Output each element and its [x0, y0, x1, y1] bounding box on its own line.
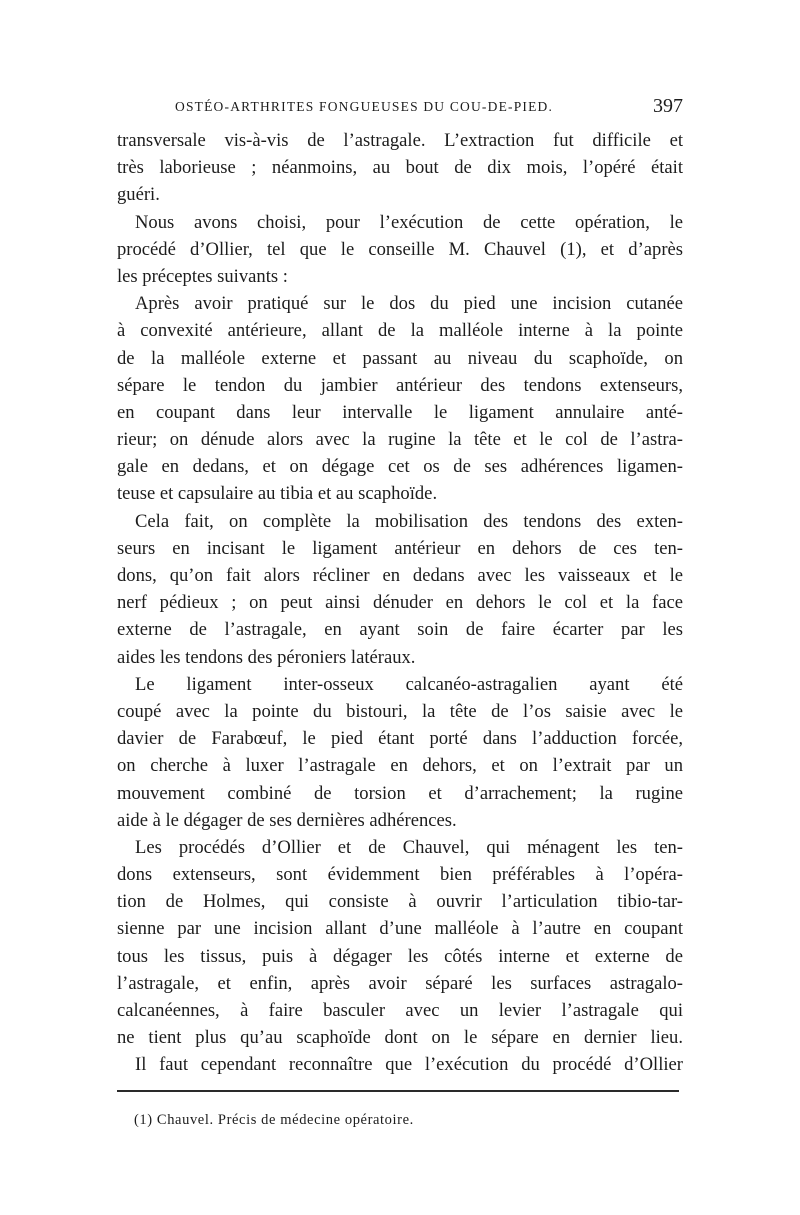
text-line: aides les tendons des péroniers latéraux.: [117, 646, 416, 668]
text-line: de la malléole externe et passant au niveau du scaphoïde, on: [117, 347, 683, 369]
body-text: [117, 127, 683, 1079]
text-line: Nous avons choisi, pour l’exécution de cette opération, le: [135, 211, 683, 233]
text-line: ne tient plus qu’au scaphoïde dont on le sépare en dernier lieu.: [117, 1027, 683, 1049]
text-line: rieur; on dénude alors avec la rugine la tête et le col de l’astra-: [117, 429, 683, 451]
text-line: procédé d’Ollier, tel que le conseille M. Chauvel (1), et d’après: [117, 238, 683, 260]
footnote-divider: [117, 1090, 679, 1092]
text-line: on cherche à luxer l’astragale en dehors, et on l’extrait par un: [117, 755, 683, 777]
text-line: sépare le tendon du jambier antérieur des tendons extenseurs,: [117, 374, 683, 396]
text-line: Après avoir pratiqué sur le dos du pied une incision cutanée: [135, 293, 683, 315]
text-line: très laborieuse ; néanmoins, au bout de dix mois, l’opéré était: [117, 157, 683, 179]
text-line: calcanéennes, à faire basculer avec un levier l’astragale qui: [117, 1000, 683, 1021]
running-head: [117, 95, 683, 121]
text-line: tion de Holmes, qui consiste à ouvrir l’articulation tibio-tar-: [117, 891, 683, 913]
text-line: Le ligament inter-osseux calcanéo-astragalien ayant été: [135, 673, 683, 695]
text-line: Les procédés d’Ollier et de Chauvel, qui ménagent les ten-: [135, 836, 683, 858]
text-line: gale en dedans, et on dégage cet os de ses adhérences ligamen-: [117, 456, 683, 478]
text-line: les préceptes suivants :: [117, 265, 288, 287]
text-line: seurs en incisant le ligament antérieur en dehors de ces ten-: [117, 537, 683, 559]
text-line: dons, qu’on fait alors récliner en dedans avec les vaisseaux et le: [117, 565, 683, 586]
text-line: davier de Farabœuf, le pied étant porté dans l’adduction forcée,: [117, 728, 683, 750]
running-title: OSTÉO-ARTHRITES FONGUEUSES DU COU-DE-PIED.: [175, 99, 554, 114]
text-line: dons extenseurs, sont évidemment bien préférables à l’opéra-: [117, 864, 683, 886]
text-line: teuse et capsulaire au tibia et au scaphoïde.: [117, 483, 438, 505]
text-line: Cela fait, on complète la mobilisation des tendons des exten-: [135, 510, 683, 532]
text-line: externe de l’astragale, en ayant soin de faire écarter par les: [117, 619, 683, 641]
text-line: l’astragale, et enfin, après avoir séparé les surfaces astragalo-: [117, 972, 683, 994]
text-line: mouvement combiné de torsion et d’arrachement; la rugine: [117, 782, 683, 804]
text-line: en coupant dans leur intervalle le ligament annulaire anté-: [117, 401, 683, 423]
text-line: nerf pédieux ; on peut ainsi dénuder en dehors le col et la face: [117, 592, 683, 614]
footnote: (1) Chauvel. Précis de médecine opératoire.: [134, 1112, 414, 1128]
text-line: tous les tissus, puis à dégager les côtés interne et externe de: [117, 945, 683, 967]
text-line: Il faut cependant reconnaître que l’exécution du procédé d’Ollier: [135, 1054, 683, 1076]
text-line: aide à le dégager de ses dernières adhérences.: [117, 809, 457, 831]
text-line: coupé avec la pointe du bistouri, la tête de l’os saisie avec le: [117, 700, 683, 722]
text-line: guéri.: [117, 184, 160, 206]
text-line: sienne par une incision allant d’une malléole à l’autre en coupant: [117, 918, 683, 940]
text-line: transversale vis-à-vis de l’astragale. L’extraction fut difficile et: [117, 130, 683, 151]
page-number: 397: [653, 95, 683, 117]
text-line: à convexité antérieure, allant de la malléole interne à la pointe: [117, 320, 683, 342]
